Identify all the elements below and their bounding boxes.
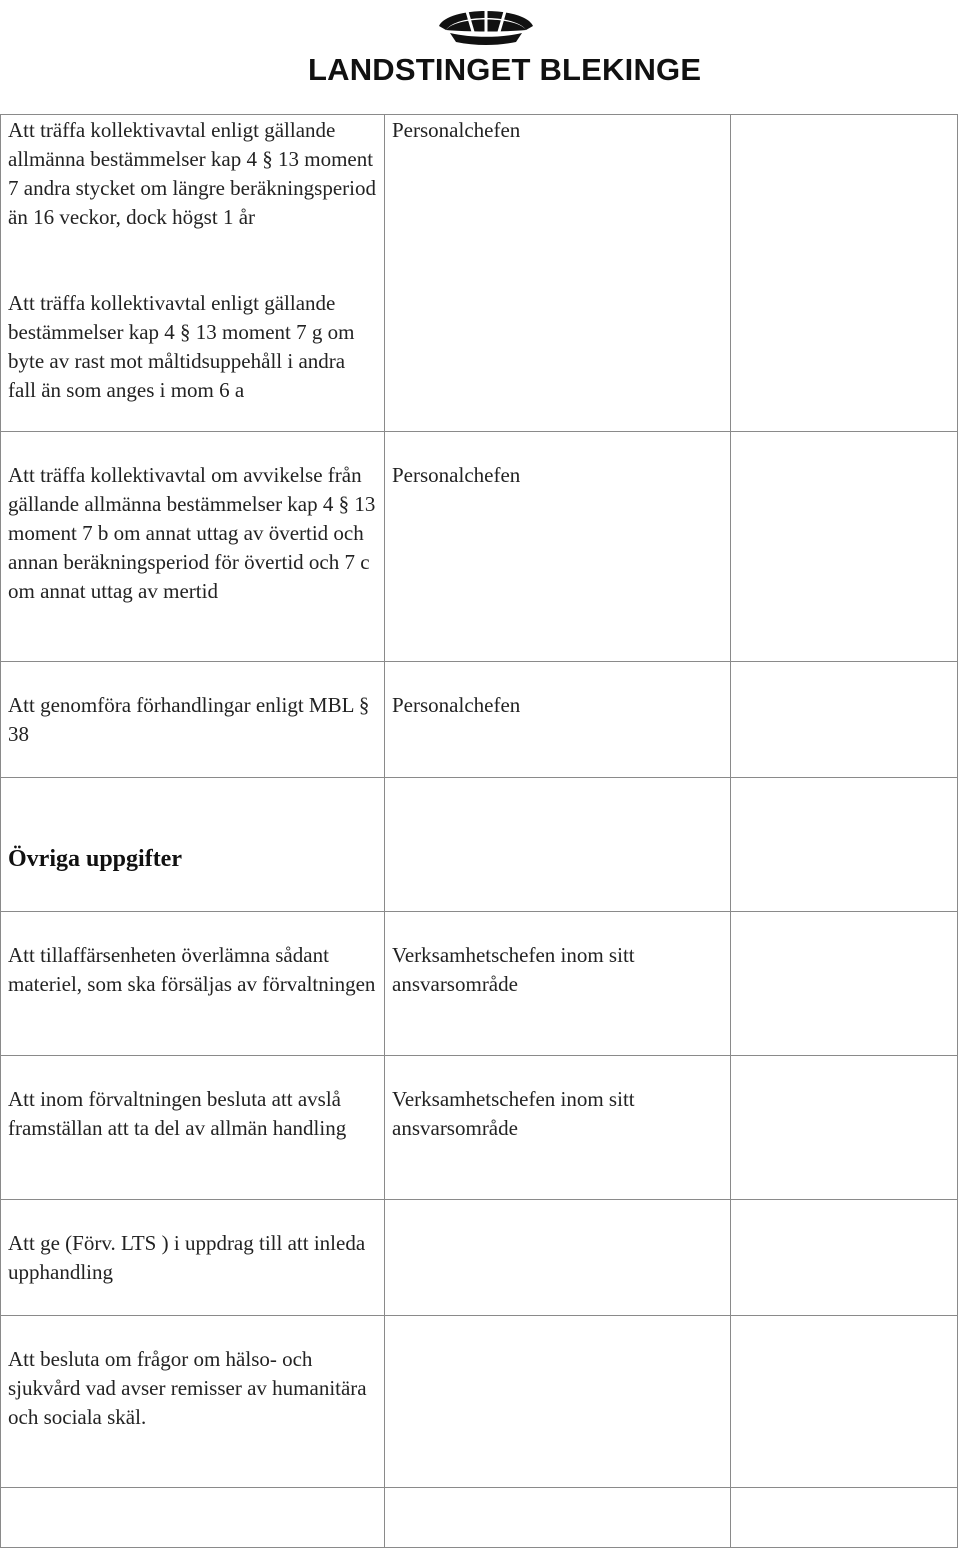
row-divider [0, 1199, 958, 1200]
task-text: Att inom förvaltningen besluta att avslå framställan att ta del av allmän handling [8, 1087, 347, 1140]
delegate-text: Verksamhetschefen inom sitt ansvarsområde [392, 943, 635, 996]
row-divider [0, 1487, 958, 1488]
table-row [8, 1229, 378, 1287]
task-text: Att besluta om frågor om hälso- och sjukvård vad avser remisser av humanitära och sociala skäl. [8, 1347, 367, 1429]
row-divider [0, 1055, 958, 1056]
boat-logo-icon [436, 2, 536, 46]
row-divider [0, 1315, 958, 1316]
logo [300, 0, 702, 92]
delegation-table [0, 114, 958, 1548]
table-border-left [0, 114, 1, 1548]
table-border-bottom [0, 1547, 958, 1548]
row-divider [0, 431, 958, 432]
task-text: Att ge (Förv. LTS ) i uppdrag till att inleda upphandling [8, 1231, 366, 1284]
table-row [8, 116, 378, 232]
row-divider [0, 114, 958, 115]
table-row [8, 289, 378, 405]
column-divider [384, 114, 385, 1548]
delegate-text: Personalchefen [392, 693, 521, 717]
row-divider [0, 777, 958, 778]
row-divider [0, 661, 958, 662]
task-text: Att genomföra förhandlingar enligt MBL § 38 [8, 693, 370, 746]
table-border-right [957, 114, 958, 1548]
table-row [8, 691, 378, 749]
row-divider [0, 911, 958, 912]
table-row [8, 461, 378, 606]
delegate-text: Personalchefen [392, 118, 521, 142]
table-row [8, 1345, 378, 1432]
delegate-text: Verksamhetschefen inom sitt ansvarsområde [392, 1087, 635, 1140]
task-text: Att tillaffärsenheten överlämna sådant materiel, som ska försäljas av förvaltningen [8, 943, 376, 996]
table-row [8, 941, 378, 999]
delegate-text: Personalchefen [392, 463, 521, 487]
logo-wordmark: LANDSTINGET BLEKINGE [308, 52, 702, 87]
section-heading: Övriga uppgifter [8, 846, 182, 872]
table-row [8, 1085, 378, 1143]
column-divider [730, 114, 731, 1548]
task-text: Att träffa kollektivavtal enligt gällande bestämmelser kap 4 § 13 moment 7 g om byte av rast mot måltidsuppehåll i andra fall än som anges i mom 6 a [8, 291, 355, 402]
task-text: Att träffa kollektivavtal enligt gällande allmänna bestämmelser kap 4 § 13 moment 7 andra stycket om längre beräkningsperiod än 16 veckor, dock högst 1 år [8, 118, 376, 229]
task-text: Att träffa kollektivavtal om avvikelse från gällande allmänna bestämmelser kap 4 § 13 moment 7 b om annat uttag av övertid och annan beräkningsperiod för övertid och 7 c om annat uttag av mertid [8, 463, 376, 603]
